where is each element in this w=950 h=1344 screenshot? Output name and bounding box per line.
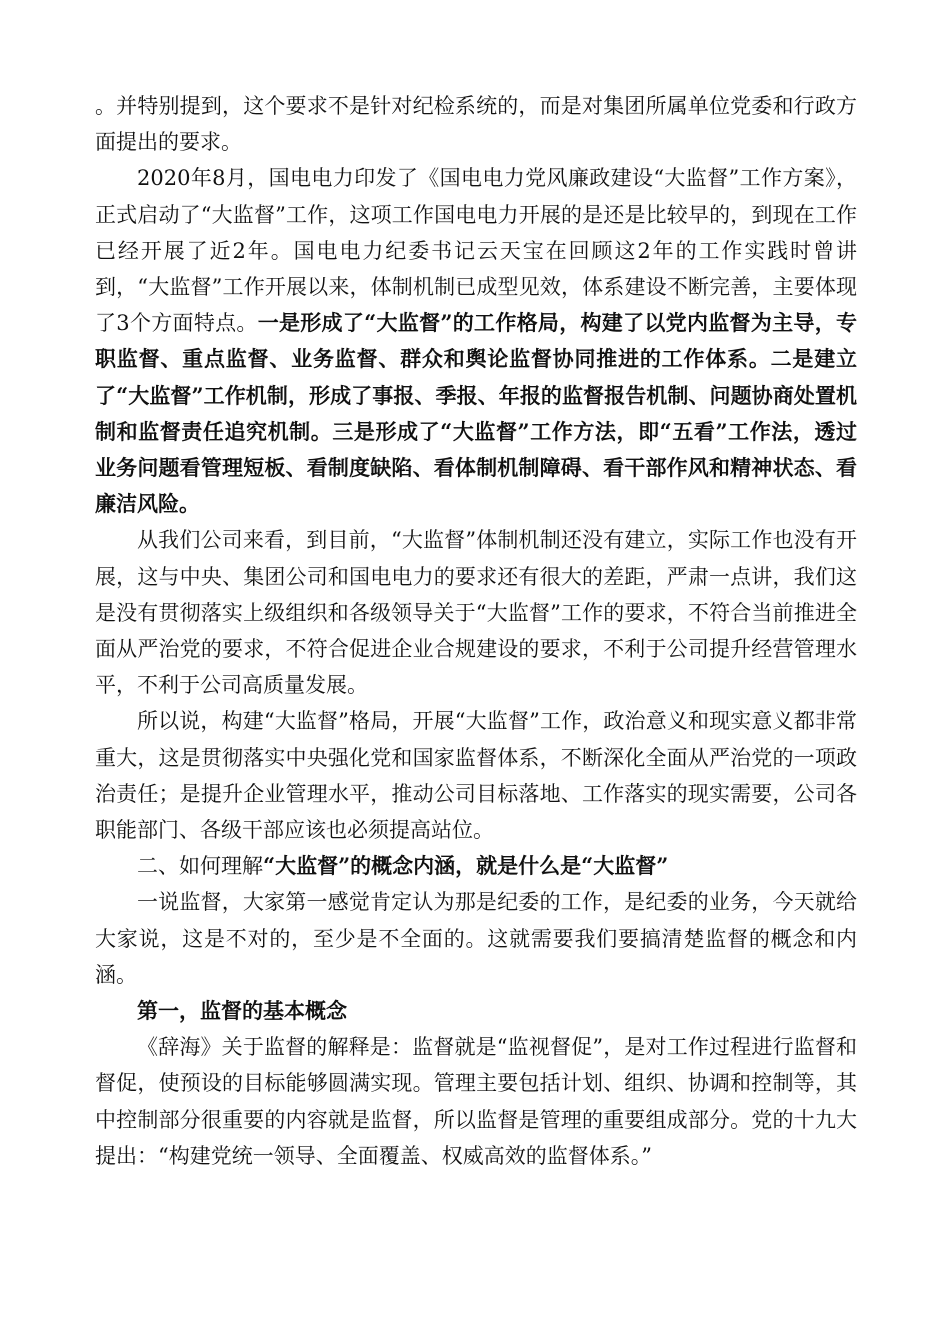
section-heading-prefix: 二、如何理解 [137,854,263,879]
document-page [95,88,857,1174]
paragraph-text: 2020年8月，国电电力印发了《国电电力党风廉政建设“大监督”工作方案》，正式启动了“大监督”工作，这项工作国电电力开展的是还是比较早的，到现在工作已经开展了近2年。国电电力纪委书记云天宝在回顾这2年的工作实践时曾讲到，“大监督”工作开展以来，体制机制已成型见效，体系建设不断完善，主要体现了3个方面特点。 [95,166,857,336]
paragraph-dajiandu-plan [95,160,857,522]
section-heading-2 [95,848,857,884]
paragraph-text: 从我们公司来看，到目前，“大监督”体制机制还没有建立，实际工作也没有开展，这与中央、集团公司和国电电力的要求还有很大的差距，严肃一点讲，我们这是没有贯彻落实上级组织和各级领导关于“大监督”工作的要求，不符合当前推进全面从严治党的要求，不符合促进企业合规建设的要求，不利于公司提升经营管理水平，不利于公司高质量发展。 [95,528,857,698]
paragraph-text: 所以说，构建“大监督”格局，开展“大监督”工作，政治意义和现实意义都非常重大，这是贯彻落实中央强化党和国家监督体系，不断深化全面从严治党的一项政治责任；是提升企业管理水平，推动公司目标落地、工作落实的现实需要，公司各职能部门、各级干部应该也必须提高站位。 [95,709,857,843]
paragraph-text: 一说监督，大家第一感觉肯定认为那是纪委的工作，是纪委的业务，今天就给大家说，这是不对的，至少是不全面的。这就需要我们要搞清楚监督的概念和内涵。 [95,890,857,987]
paragraph-company-status [95,522,857,703]
paragraph-cihai-definition [95,1029,857,1174]
subsection-heading-basic-concept [95,993,857,1029]
paragraph-bold-text: 一是形成了“大监督”的工作格局，构建了以党内监督为主导，专职监督、重点监督、业务监督、群众和舆论监督协同推进的工作体系。二是建立了“大监督”工作机制，形成了事报、季报、年报的监督报告机制、问题协商处置机制和监督责任追究机制。三是形成了“大监督”工作方法，即“五看”工作法，透过业务问题看管理短板、看制度缺陷、看体制机制障碍、看干部作风和精神状态、看廉洁风险。 [95,310,857,517]
paragraph-text: 《辞海》关于监督的解释是：监督就是“监视督促”，是对工作过程进行监督和督促，使预设的目标能够圆满实现。管理主要包括计划、组织、协调和控制等，其中控制部分很重要的内容就是监督，所以监督是管理的重要组成部分。党的十九大提出：“构建党统一领导、全面覆盖、权威高效的监督体系。” [95,1035,857,1168]
subsection-heading-text: 第一，监督的基本概念 [137,998,347,1024]
paragraph-supervision-intro [95,884,857,993]
section-heading-rest: “大监督”的概念内涵，就是什么是“大监督” [263,853,669,879]
paragraph-significance [95,703,857,848]
paragraph-text: 。并特别提到，这个要求不是针对纪检系统的，而是对集团所属单位党委和行政方面提出的要求。 [95,94,857,155]
paragraph-continuation [95,88,857,160]
